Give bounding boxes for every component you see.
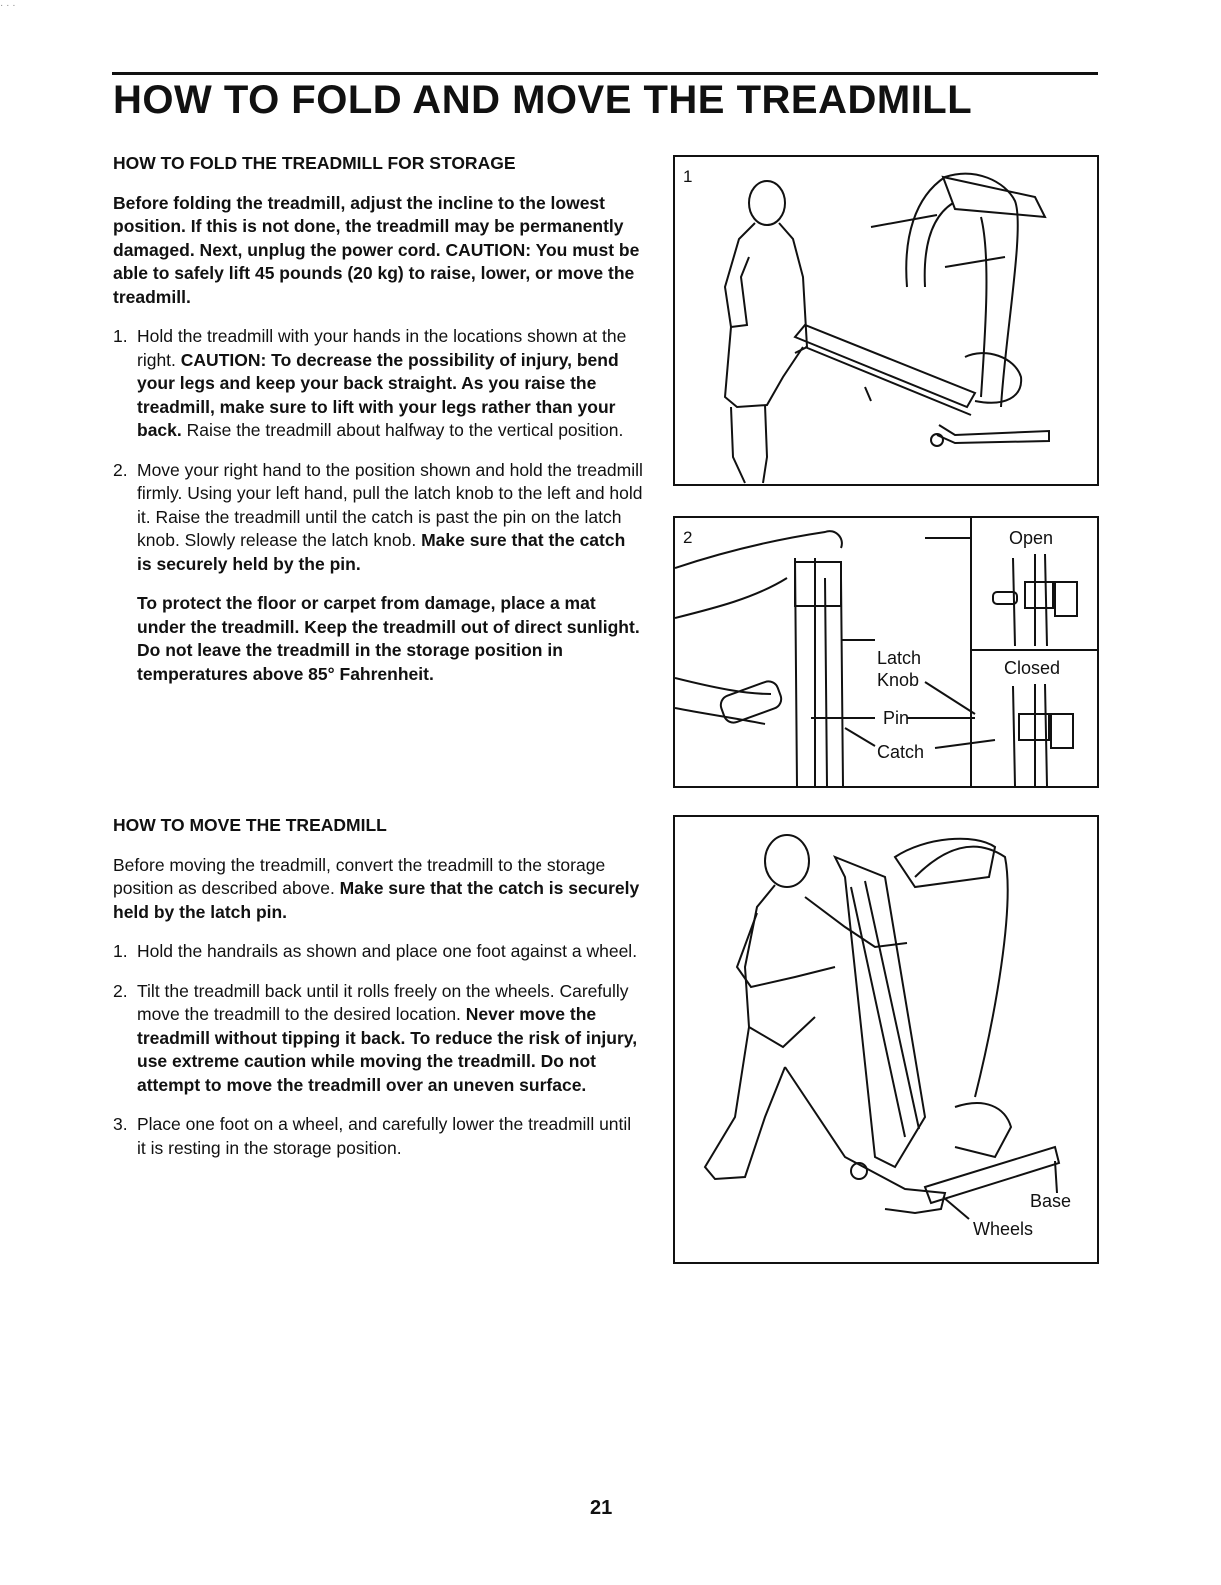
leader-catch-right (935, 740, 995, 748)
corner-mark: · · · (0, 0, 16, 11)
person-head (765, 835, 809, 887)
move-step-3 (113, 1113, 643, 1160)
base-frame (865, 387, 1049, 443)
upright-inner (925, 203, 987, 397)
leader-wheels (943, 1197, 969, 1219)
deck (795, 325, 975, 407)
base-label: Base (1030, 1191, 1072, 1211)
leader-catch (845, 728, 875, 746)
motor-hood (955, 1103, 1011, 1157)
step-text: Place one foot on a wheel, and carefully lower the treadmill until it is resting in the storage position. (137, 1114, 632, 1158)
page-title: HOW TO FOLD AND MOVE THE TREADMILL (113, 78, 973, 122)
latch-knob (718, 679, 784, 726)
move-heading: HOW TO MOVE THE TREADMILL (113, 815, 387, 835)
move-intro (113, 854, 643, 925)
latch-label: Latch (877, 648, 922, 668)
person-left-leg (705, 1027, 785, 1179)
step-warning: Never move the treadmill without tipping it back. To reduce the risk of injury, use extreme caution while moving the treadmill. Do not attempt to move the treadmill over an uneven surface. (137, 1004, 638, 1095)
step-number: 3. (113, 1114, 128, 1134)
move-intro-text: Before moving the treadmill, convert the treadmill to the storage position as described above. (113, 854, 606, 898)
step-text: Raise the treadmill about halfway to the vertical position. (181, 420, 624, 440)
step-text: Move your right hand to the position shown and hold the treadmill firmly. Using your left hand, pull the latch knob to the left and hold it. Raise the treadmill until the catch is past the pin on the latch knob. Slowly release the latch knob. (137, 459, 643, 550)
figure-1-lifting-treadmill (673, 155, 1099, 486)
step-number: 1. (113, 326, 128, 346)
open-label: Open (1009, 528, 1054, 548)
open-catch (1025, 582, 1053, 608)
person-head (749, 181, 785, 225)
open-plate (1055, 582, 1077, 616)
move-section (113, 814, 643, 1160)
figure-3-moving-treadmill (673, 815, 1099, 1264)
figure-2-latch-detail (673, 516, 1099, 788)
step-text: Hold the treadmill with your hands in the locations shown at the right. (137, 326, 627, 370)
person-torso (745, 885, 815, 1047)
step-text: Tilt the treadmill back until it rolls freely on the wheels. Carefully move the treadmill to the desired location. (137, 980, 629, 1024)
fold-section (113, 152, 643, 686)
page-number: 21 (590, 1497, 613, 1519)
person-left-arm (737, 913, 835, 987)
upper-arm (675, 531, 842, 618)
figure-number: 1 (683, 167, 693, 186)
fold-step-2 (113, 459, 643, 577)
person-torso-left (725, 223, 755, 327)
step-text: Hold the handrails as shown and place one foot against a wheel. (137, 941, 638, 961)
catch-label: Catch (877, 742, 925, 762)
step-number: 1. (113, 941, 128, 961)
leader-base (1055, 1161, 1057, 1193)
protect-note: To protect the floor or carpet from damage, place a mat under the treadmill. Keep the treadmill out of direct sunlight. Do not leave the treadmill in the storage position in temperatures above 85° Fahrenheit. (137, 593, 640, 684)
open-post (1013, 554, 1047, 646)
fold-heading: HOW TO FOLD THE TREADMILL FOR STORAGE (113, 153, 516, 173)
closed-plate (1051, 714, 1073, 748)
leader-knob (925, 682, 975, 714)
console (895, 839, 995, 887)
fold-step-1 (113, 325, 643, 443)
closed-label: Closed (1004, 658, 1061, 678)
move-step-2 (113, 980, 643, 1098)
upright-bracket (795, 562, 841, 606)
step-warning: Make sure that the catch is securely held by the pin. (137, 530, 626, 574)
figure-number: 2 (683, 528, 693, 547)
deck (835, 857, 925, 1167)
wheels-label: Wheels (973, 1219, 1034, 1239)
move-step-1 (113, 940, 643, 964)
move-intro-warning: Make sure that the catch is securely held by the latch pin. (113, 878, 640, 922)
deck-belt (851, 881, 919, 1137)
person-legs (731, 405, 767, 483)
person-torso-right (779, 223, 807, 353)
lifting-illustration (675, 157, 1097, 484)
console (943, 177, 1045, 217)
knob-label: Knob (877, 670, 920, 690)
upright-post (795, 558, 843, 786)
person-shorts (725, 327, 803, 407)
pin-label: Pin (883, 708, 910, 728)
fold-intro: Before folding the treadmill, adjust the incline to the lowest position. If this is not done, the treadmill may be permanently damaged. Next, unplug the power cord. CAUTION: You must be able to safely lift 45 pounds (20 kg) to raise, lower, or move the treadmill. (113, 192, 640, 307)
step-caution: CAUTION: To decrease the possibility of injury, bend your legs and keep your back straight. As you raise the treadmill, make sure to lift with your legs rather than your back. (137, 349, 619, 440)
title-rule (112, 72, 1098, 75)
step-number: 2. (113, 459, 128, 480)
step-number: 2. (113, 980, 128, 1001)
